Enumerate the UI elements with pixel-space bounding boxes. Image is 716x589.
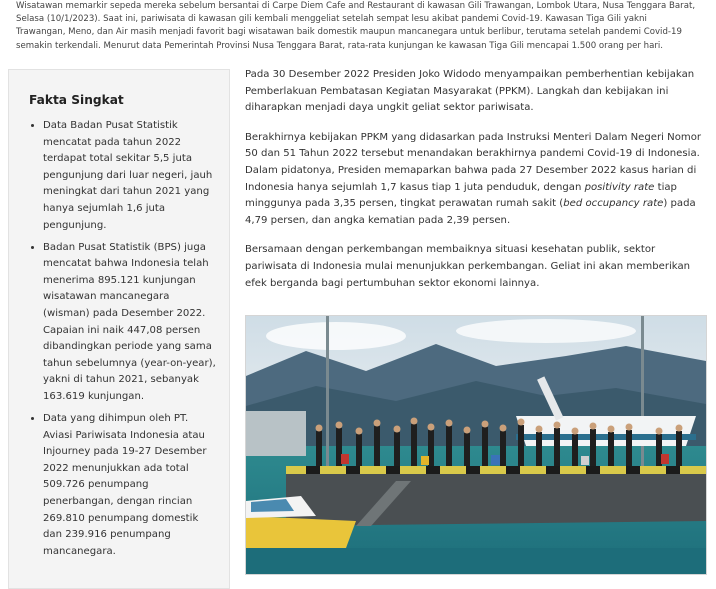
quick-facts-box: [8, 69, 230, 589]
quick-facts-list: [29, 118, 217, 560]
boat-stripe: [516, 434, 696, 440]
bed-occupancy-term: bed occupancy rate: [563, 198, 664, 210]
quick-facts-title: Fakta Singkat: [29, 93, 124, 107]
article-paragraph-1: Pada 30 Desember 2022 Presiden Joko Widodo menyampaikan pemberhentian kebijakan Pemberlakuan Pembatasan Kegiatan Masyarakat (PPKM). Langkah dan kebijakan ini diharapkan menjadi daya ungkit geliat sektor pariwisata.: [245, 69, 695, 114]
speedboat: [246, 516, 356, 548]
article-paragraph-2: Berakhirnya kebijakan PPKM yang didasarkan pada Instruksi Menteri Dalam Negeri Nomor 50 dan 51 Tahun 2022 tersebut menandakan berakhirnya pandemi Covid-19 di Indonesia. Dalam pidatonya, Presiden memaparkan bahwa pada 27 Desember 2022 kasus harian di Indonesia hanya sejumlah 1,7 kasus tiap 1 juta penduduk, dengan positivity rate tiap minggunya pada 3,35 persen, tingkat perawatan rumah sakit (bed occupancy rate) pada 4,79 persen, dan angka kematian pada 2,39 persen.: [245, 131, 702, 226]
ferry-boat: [516, 416, 696, 446]
quick-fact-item: • Data yang dihimpun oleh PT. Aviasi Pariwisata Indonesia atau Injourney pada 19-27 Desember 2022 menunjukkan ada total 509.726 penumpang penerbangan, dengan rincian 269.810 penumpang domestik dan 239.916 penumpang mancanegara.: [43, 411, 217, 560]
cloud: [266, 322, 406, 350]
harbor-photo: [245, 315, 707, 575]
lamp-post: [641, 316, 644, 476]
lamp-post: [326, 316, 329, 476]
article-body: [245, 67, 707, 305]
cloud: [456, 319, 636, 343]
quick-fact-item: • Badan Pusat Statistik (BPS) juga mencatat bahwa Indonesia telah menerima 895.121 kunjungan wisatawan mancanegara (wisman) pada Desember 2022. Capaian ini naik 447,08 persen dibandingkan periode yang sama tahun sebelumnya (year-on-year), yakni di tahun 2021, sebanyak 163.619 kunjungan.: [43, 240, 217, 406]
positivity-rate-term: positivity rate: [584, 181, 655, 193]
harbor-illustration: [246, 316, 706, 574]
photo-caption: Wisatawan memarkir sepeda mereka sebelum bersantai di Carpe Diem Cafe and Restaurant di kawasan Gili Trawangan, Lombok Utara, Nusa Tenggara Barat, Selasa (10/1/2023). Saat ini, pariwisata di kawasan gili kembali menggeliat setelah sempat lesu akibat pandemi Covid-19. Kawasan Tiga Gili yakni Trawangan, Meno, dan Air masih menjadi favorit bagi wisatawan baik domestik maupun mancanegara untuk berlibur, terutama setelah pandemi Covid-19 semakin terkendali. Menurut data Pemerintah Provinsi Nusa Tenggara Barat, rata-rata kunjungan ke kawasan Tiga Gili mencapai 1.500 orang per hari.: [16, 1, 696, 51]
water-foreground: [246, 548, 706, 574]
dock-building: [246, 411, 306, 456]
quick-fact-item: • Data Badan Pusat Statistik mencatat pada tahun 2022 terdapat total sekitar 5,5 juta pengunjung dari luar negeri, jauh meningkat dari tahun 2021 yang hanya sejumlah 1,6 juta pengunjung.: [43, 118, 217, 234]
article-paragraph-3: Bersamaan dengan perkembangan membaiknya situasi kesehatan publik, sektor pariwisata di Indonesia mulai menunjukkan perkembangan. Geliat ini akan memberikan efek berganda bagi pertumbuhan sektor ekonomi lainnya.: [245, 244, 691, 289]
pier: [286, 466, 706, 526]
